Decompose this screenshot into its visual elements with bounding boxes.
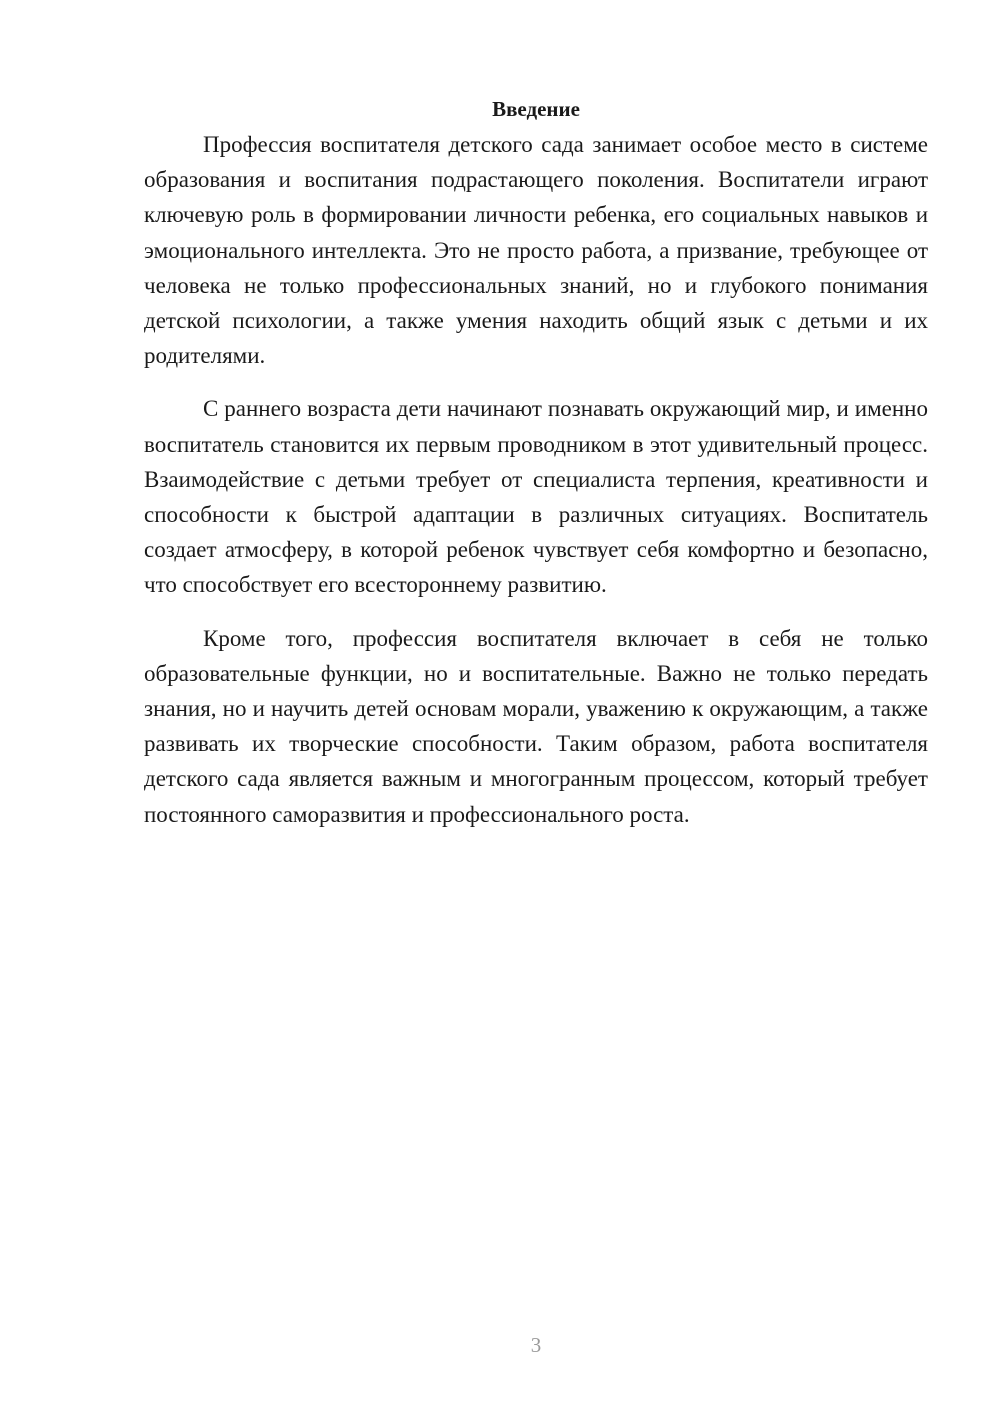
section-title: Введение [492,97,580,121]
paragraph-2: С раннего возраста дети начинают познавать окружающий мир, и именно воспитатель становится их первым проводником в этот удивительный процесс. Взаимодействие с детьми требует от специалиста терпения, креативности и способности к быстрой адаптации в различных ситуациях. Воспитатель создает атмосферу, в которой ребенок чувствует себя комфортно и безопасно, что способствует его всестороннему развитию. [144,396,928,598]
paragraph-1: Профессия воспитателя детского сада занимает особое место в системе образования и воспитания подрастающего поколения. Воспитатели играют ключевую роль в формировании личности ребенка, его социальных навыков и эмоционального интеллекта. Это не просто работа, а призвание, требующее от человека не только профессиональных знаний, но и глубокого понимания детской психологии, а также умения находить общий язык с детьми и их родителями. [144,132,928,369]
page-number: 3 [530,1333,542,1357]
paragraph-3: Кроме того, профессия воспитателя включает в себя не только образовательные функции, но и воспитательные. Важно не только передать знания, но и научить детей основам морали, уважению к окружающим, а также развивать их творческие способности. Таким образом, работа воспитателя детского сада является важным и многогранным процессом, который требует постоянного саморазвития и профессионального роста. [144,625,928,827]
page-content [144,92,928,832]
